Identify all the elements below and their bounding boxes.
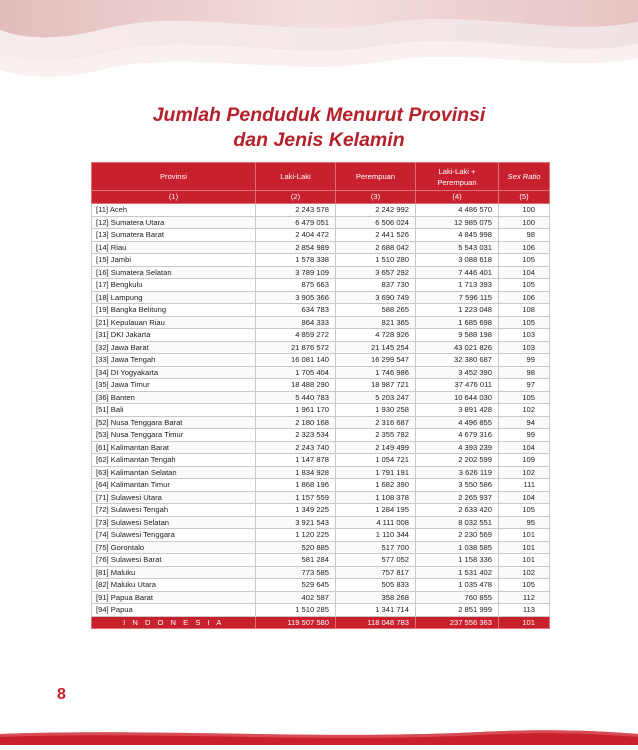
female-cell: 2 688 042 (336, 241, 416, 254)
province-cell: [17] Bengkulu (92, 279, 256, 292)
header-provinsi: Provinsi (92, 163, 256, 191)
total-cell: 1 158 336 (416, 554, 499, 567)
total-cell: 2 851 999 (416, 604, 499, 617)
female-cell: 588 265 (336, 304, 416, 317)
table-row (92, 566, 550, 579)
total-cell: 7 446 401 (416, 266, 499, 279)
male-cell: 3 905 366 (256, 291, 336, 304)
province-cell: [74] Sulawesi Tenggara (92, 529, 256, 542)
col-number: (3) (336, 191, 416, 204)
sex-ratio-cell: 104 (499, 441, 550, 454)
female-cell: 577 052 (336, 554, 416, 567)
total-cell: 5 543 031 (416, 241, 499, 254)
total-cell: 3 626 119 (416, 466, 499, 479)
province-cell: [76] Sulawesi Barat (92, 554, 256, 567)
province-cell: [75] Gorontalo (92, 541, 256, 554)
female-cell: 1 791 191 (336, 466, 416, 479)
province-cell: [51] Bali (92, 404, 256, 417)
female-cell: 1 108 378 (336, 491, 416, 504)
sex-ratio-cell: 105 (499, 254, 550, 267)
table-row (92, 504, 550, 517)
sex-ratio-cell: 106 (499, 291, 550, 304)
table-row (92, 516, 550, 529)
total-cell: 37 476 011 (416, 379, 499, 392)
sex-ratio-cell: 99 (499, 429, 550, 442)
female-cell: 1 510 280 (336, 254, 416, 267)
table-row (92, 416, 550, 429)
province-cell: [14] Riau (92, 241, 256, 254)
table-row (92, 466, 550, 479)
male-cell: 119 507 580 (256, 616, 336, 629)
title-line-1: Jumlah Penduduk Menurut Provinsi (152, 104, 486, 126)
total-cell: 4 679 316 (416, 429, 499, 442)
total-cell: 2 265 937 (416, 491, 499, 504)
male-cell: 6 479 051 (256, 216, 336, 229)
female-cell: 21 145 254 (336, 341, 416, 354)
province-cell: [63] Kalimantan Selatan (92, 466, 256, 479)
female-cell: 2 441 526 (336, 229, 416, 242)
table-row (92, 554, 550, 567)
male-cell: 1 510 285 (256, 604, 336, 617)
male-cell: 773 585 (256, 566, 336, 579)
male-cell: 3 921 543 (256, 516, 336, 529)
total-cell: 7 596 115 (416, 291, 499, 304)
table-row (92, 541, 550, 554)
province-cell: [13] Sumatera Barat (92, 229, 256, 242)
total-cell: 1 713 393 (416, 279, 499, 292)
male-cell: 1 868 196 (256, 479, 336, 492)
table-row (92, 216, 550, 229)
sex-ratio-cell: 99 (499, 354, 550, 367)
province-cell: [21] Kepulauan Riau (92, 316, 256, 329)
female-cell: 1 930 258 (336, 404, 416, 417)
table-row (92, 279, 550, 292)
table-row (92, 529, 550, 542)
female-cell: 1 054 721 (336, 454, 416, 467)
sex-ratio-cell: 104 (499, 266, 550, 279)
total-cell: 1 685 698 (416, 316, 499, 329)
table-row (92, 304, 550, 317)
female-cell: 2 316 687 (336, 416, 416, 429)
total-cell: 2 202 599 (416, 454, 499, 467)
female-cell: 2 242 992 (336, 204, 416, 217)
page-title (0, 103, 638, 153)
province-cell: [61] Kalimantan Barat (92, 441, 256, 454)
male-cell: 1 961 170 (256, 404, 336, 417)
total-cell: 12 985 075 (416, 216, 499, 229)
total-cell: 4 845 998 (416, 229, 499, 242)
sex-ratio-cell: 102 (499, 404, 550, 417)
female-cell: 18 987 721 (336, 379, 416, 392)
male-cell: 864 333 (256, 316, 336, 329)
female-cell: 821 365 (336, 316, 416, 329)
province-cell: [72] Sulawesi Tengah (92, 504, 256, 517)
table-row (92, 604, 550, 617)
female-cell: 3 657 292 (336, 266, 416, 279)
sex-ratio-cell: 113 (499, 604, 550, 617)
table-row (92, 316, 550, 329)
sex-ratio-cell: 103 (499, 329, 550, 342)
sex-ratio-cell: 102 (499, 466, 550, 479)
total-cell: 3 891 428 (416, 404, 499, 417)
table-row (92, 341, 550, 354)
female-cell: 837 730 (336, 279, 416, 292)
male-cell: 2 854 989 (256, 241, 336, 254)
male-cell: 634 783 (256, 304, 336, 317)
sex-ratio-cell: 105 (499, 279, 550, 292)
table-row (92, 429, 550, 442)
province-cell: [16] Sumatera Selatan (92, 266, 256, 279)
male-cell: 2 323 534 (256, 429, 336, 442)
total-row (92, 616, 550, 629)
table-row (92, 329, 550, 342)
female-cell: 16 299 547 (336, 354, 416, 367)
total-cell: 8 032 551 (416, 516, 499, 529)
table-row (92, 391, 550, 404)
sex-ratio-cell: 106 (499, 241, 550, 254)
female-cell: 1 110 344 (336, 529, 416, 542)
table-row (92, 491, 550, 504)
sex-ratio-cell: 101 (499, 529, 550, 542)
female-cell: 517 700 (336, 541, 416, 554)
total-cell: 4 393 239 (416, 441, 499, 454)
female-cell: 1 341 714 (336, 604, 416, 617)
province-cell: [62] Kalimantan Tengah (92, 454, 256, 467)
sex-ratio-cell: 98 (499, 229, 550, 242)
male-cell: 18 488 290 (256, 379, 336, 392)
total-cell: 1 223 048 (416, 304, 499, 317)
province-cell: [81] Maluku (92, 566, 256, 579)
province-cell: [31] DKI Jakarta (92, 329, 256, 342)
female-cell: 757 817 (336, 566, 416, 579)
population-table-container (91, 162, 549, 629)
sex-ratio-cell: 112 (499, 591, 550, 604)
total-cell: 4 496 855 (416, 416, 499, 429)
female-cell: 358 268 (336, 591, 416, 604)
male-cell: 3 789 109 (256, 266, 336, 279)
female-cell: 5 203 247 (336, 391, 416, 404)
total-cell: 10 644 030 (416, 391, 499, 404)
male-cell: 2 404 472 (256, 229, 336, 242)
total-cell: 2 230 569 (416, 529, 499, 542)
male-cell: 1 834 928 (256, 466, 336, 479)
sex-ratio-cell: 104 (499, 491, 550, 504)
province-cell: [71] Sulawesi Utara (92, 491, 256, 504)
male-cell: 520 885 (256, 541, 336, 554)
female-cell: 4 111 008 (336, 516, 416, 529)
province-cell: [53] Nusa Tenggara Timur (92, 429, 256, 442)
total-cell: 237 556 363 (416, 616, 499, 629)
province-cell: [91] Papua Barat (92, 591, 256, 604)
population-table (91, 162, 550, 629)
province-cell: [18] Lampung (92, 291, 256, 304)
table-row (92, 404, 550, 417)
table-row (92, 254, 550, 267)
table-row (92, 379, 550, 392)
table-body (92, 204, 550, 629)
table-row (92, 354, 550, 367)
male-cell: 2 180 168 (256, 416, 336, 429)
male-cell: 875 663 (256, 279, 336, 292)
sex-ratio-cell: 111 (499, 479, 550, 492)
total-cell: 9 588 198 (416, 329, 499, 342)
male-cell: 1 705 404 (256, 366, 336, 379)
province-cell: [33] Jawa Tengah (92, 354, 256, 367)
sex-ratio-cell: 98 (499, 366, 550, 379)
header-sex-ratio: Sex Ratio (499, 163, 550, 191)
table-row (92, 366, 550, 379)
col-number: (1) (92, 191, 256, 204)
sex-ratio-cell: 100 (499, 216, 550, 229)
table-row (92, 291, 550, 304)
province-cell: [36] Banten (92, 391, 256, 404)
male-cell: 581 284 (256, 554, 336, 567)
male-cell: 1 147 878 (256, 454, 336, 467)
sex-ratio-cell: 105 (499, 504, 550, 517)
table-row (92, 441, 550, 454)
female-cell: 1 746 986 (336, 366, 416, 379)
total-cell: 3 550 586 (416, 479, 499, 492)
header-laki-laki: Laki-Laki (256, 163, 336, 191)
sex-ratio-cell: 97 (499, 379, 550, 392)
province-cell: [19] Bangka Belitung (92, 304, 256, 317)
total-cell: 3 088 618 (416, 254, 499, 267)
male-cell: 1 157 559 (256, 491, 336, 504)
male-cell: 16 081 140 (256, 354, 336, 367)
title-line-2: dan Jenis Kelamin (233, 129, 405, 151)
sex-ratio-cell: 101 (499, 554, 550, 567)
total-cell: 3 452 390 (416, 366, 499, 379)
province-cell: [12] Sumatera Utara (92, 216, 256, 229)
sex-ratio-cell: 109 (499, 454, 550, 467)
male-cell: 2 243 578 (256, 204, 336, 217)
female-cell: 1 284 195 (336, 504, 416, 517)
female-cell: 505 833 (336, 579, 416, 592)
male-cell: 4 859 272 (256, 329, 336, 342)
male-cell: 5 440 783 (256, 391, 336, 404)
table-row (92, 579, 550, 592)
female-cell: 2 355 782 (336, 429, 416, 442)
col-number: (5) (499, 191, 550, 204)
total-cell: 4 486 570 (416, 204, 499, 217)
female-cell: 4 728 926 (336, 329, 416, 342)
header-total: Laki-Laki + Perempuan (416, 163, 499, 191)
province-cell: I N D O N E S I A (92, 616, 256, 629)
male-cell: 529 645 (256, 579, 336, 592)
male-cell: 1 120 225 (256, 529, 336, 542)
table-row (92, 454, 550, 467)
province-cell: [73] Sulawesi Selatan (92, 516, 256, 529)
sex-ratio-cell: 105 (499, 579, 550, 592)
male-cell: 21 876 572 (256, 341, 336, 354)
sex-ratio-cell: 94 (499, 416, 550, 429)
province-cell: [64] Kalimantan Timur (92, 479, 256, 492)
male-cell: 402 587 (256, 591, 336, 604)
header-banner (0, 0, 638, 92)
table-row (92, 266, 550, 279)
male-cell: 1 349 225 (256, 504, 336, 517)
footer-banner (0, 728, 638, 745)
table-row (92, 204, 550, 217)
sex-ratio-cell: 101 (499, 616, 550, 629)
total-cell: 32 380 687 (416, 354, 499, 367)
sex-ratio-cell: 95 (499, 516, 550, 529)
table-row (92, 241, 550, 254)
table-row (92, 591, 550, 604)
table-row (92, 229, 550, 242)
total-cell: 43 021 826 (416, 341, 499, 354)
header-perempuan: Perempuan (336, 163, 416, 191)
sex-ratio-cell: 105 (499, 316, 550, 329)
page-number: 8 (57, 686, 66, 703)
female-cell: 2 149 499 (336, 441, 416, 454)
sex-ratio-cell: 108 (499, 304, 550, 317)
province-cell: [32] Jawa Barat (92, 341, 256, 354)
total-cell: 1 035 478 (416, 579, 499, 592)
province-cell: [52] Nusa Tenggara Barat (92, 416, 256, 429)
province-cell: [15] Jambi (92, 254, 256, 267)
province-cell: [34] DI Yogyakarta (92, 366, 256, 379)
male-cell: 2 243 740 (256, 441, 336, 454)
province-cell: [94] Papua (92, 604, 256, 617)
col-number: (4) (416, 191, 499, 204)
sex-ratio-cell: 101 (499, 541, 550, 554)
female-cell: 118 048 783 (336, 616, 416, 629)
sex-ratio-cell: 100 (499, 204, 550, 217)
table-row (92, 479, 550, 492)
province-cell: [11] Aceh (92, 204, 256, 217)
province-cell: [82] Maluku Utara (92, 579, 256, 592)
total-cell: 2 633 420 (416, 504, 499, 517)
total-cell: 1 531 402 (416, 566, 499, 579)
sex-ratio-cell: 102 (499, 566, 550, 579)
sex-ratio-cell: 103 (499, 341, 550, 354)
female-cell: 1 682 390 (336, 479, 416, 492)
col-number: (2) (256, 191, 336, 204)
total-cell: 1 038 585 (416, 541, 499, 554)
province-cell: [35] Jawa Timur (92, 379, 256, 392)
female-cell: 3 690 749 (336, 291, 416, 304)
male-cell: 1 578 338 (256, 254, 336, 267)
sex-ratio-cell: 105 (499, 391, 550, 404)
female-cell: 6 506 024 (336, 216, 416, 229)
total-cell: 760 855 (416, 591, 499, 604)
